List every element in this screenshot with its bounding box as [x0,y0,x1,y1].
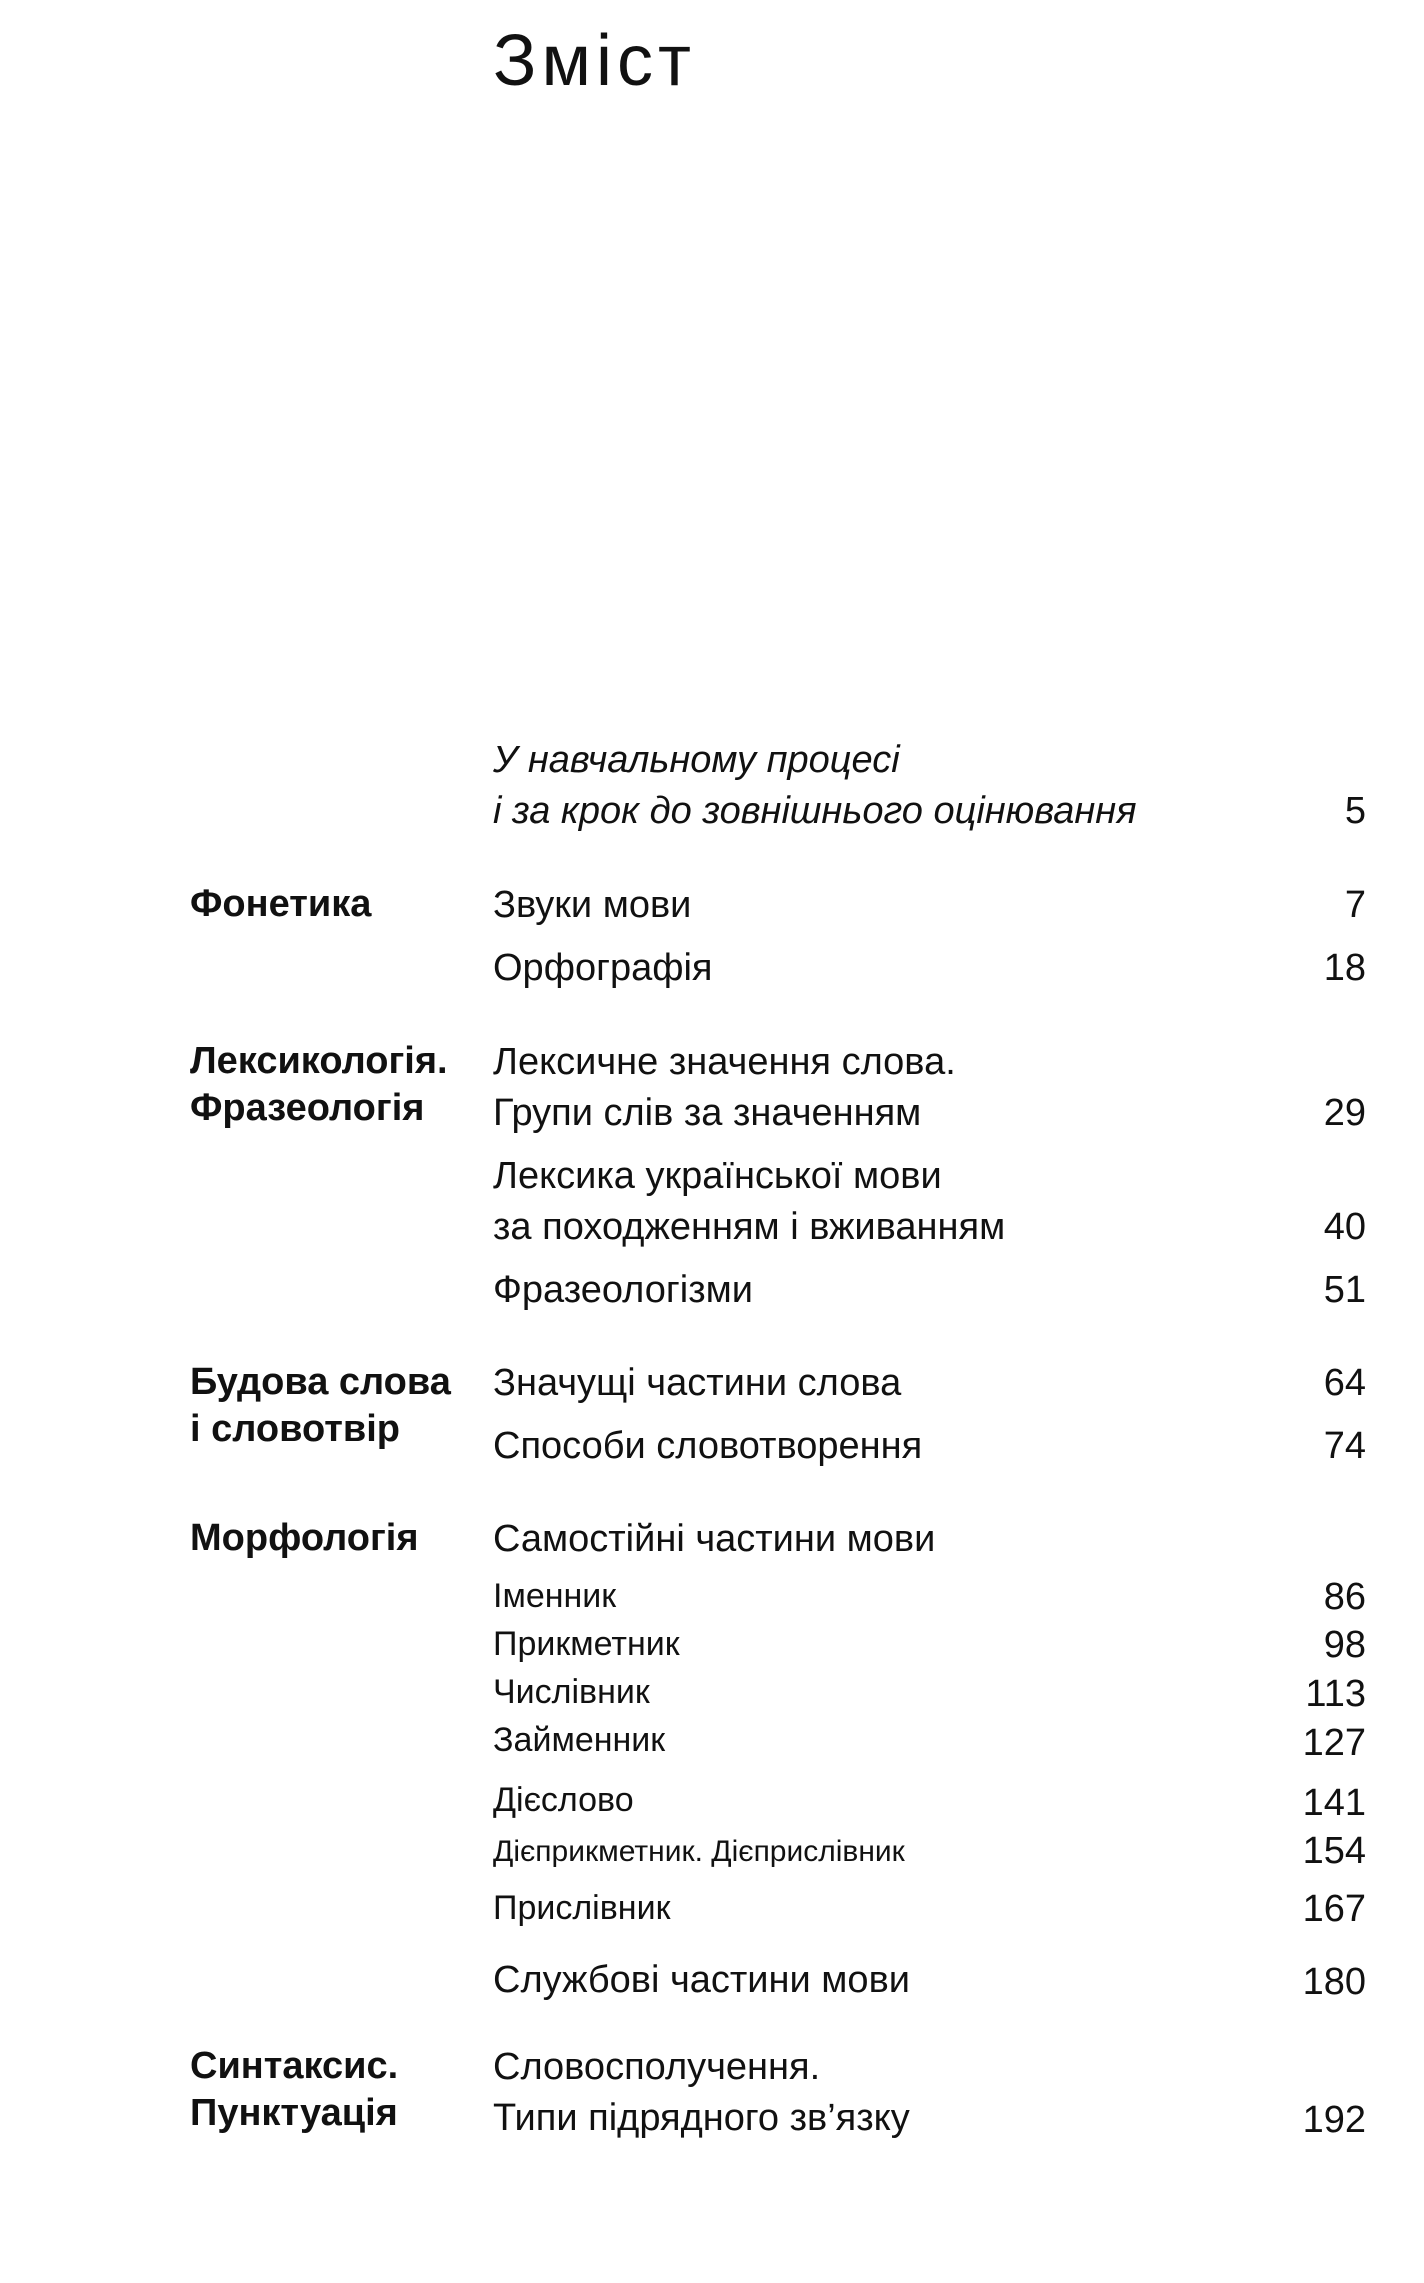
toc-subentry: Займенник [493,1721,666,1759]
toc-entry: Службові частини мови [493,1959,910,2001]
page-number: 74 [1323,1425,1366,1467]
toc-entry-line-1: Словосполучення. [493,2046,821,2088]
page-number: 180 [1302,1961,1366,2003]
toc-group-heading: Самостійні частини мови [493,1518,936,1560]
toc-entry: Орфографія [493,947,713,989]
page-number: 7 [1344,884,1366,926]
section-heading-syntax-line-1: Синтаксис. [190,2045,399,2087]
toc-entry-line-2: Групи слів за значенням [493,1092,922,1134]
page-number: 40 [1323,1206,1366,1248]
toc-entry: Фразеологізми [493,1269,753,1311]
section-heading-lexicology-line-2: Фразеологія [190,1087,425,1129]
page-number: 154 [1302,1830,1366,1872]
page-number: 86 [1323,1576,1366,1618]
toc-entry-line-1: Лексичне значення слова. [493,1041,956,1083]
toc-subentry: Прислівник [493,1889,671,1927]
page-number: 29 [1323,1092,1366,1134]
toc-entry-line-1: Лексика української мови [493,1155,942,1197]
toc-subentry: Дієслово [493,1781,634,1819]
page-number: 113 [1305,1673,1366,1715]
section-heading-phonetics: Фонетика [190,883,372,925]
page-number: 5 [1344,790,1366,832]
section-heading-word-structure-line-2: і словотвір [190,1408,400,1450]
page-number: 64 [1323,1362,1366,1404]
intro-line-2: і за крок до зовнішнього оцінювання [493,790,1137,832]
page-number: 167 [1302,1888,1366,1930]
page-number: 98 [1323,1624,1366,1666]
toc-entry-line-2: за походженням і вживанням [493,1206,1006,1248]
toc-entry: Значущі частини слова [493,1362,902,1404]
section-heading-syntax-line-2: Пунктуація [190,2092,398,2134]
page-number: 18 [1323,947,1366,989]
section-heading-morphology: Морфологія [190,1517,419,1559]
page-number: 127 [1302,1722,1366,1764]
toc-subentry: Іменник [493,1577,617,1615]
section-heading-word-structure-line-1: Будова слова [190,1361,451,1403]
page-number: 141 [1302,1782,1366,1824]
page-number: 192 [1302,2099,1366,2141]
intro-line-1: У навчальному процесі [493,739,900,781]
toc-entry-line-2: Типи підрядного зв’язку [493,2097,910,2139]
toc-subentry: Числівник [493,1673,650,1711]
toc-subentry: Дієприкметник. Дієприслівник [493,1835,905,1868]
toc-entry: Звуки мови [493,884,692,926]
section-heading-lexicology-line-1: Лексикологія. [190,1040,448,1082]
toc-entry: Способи словотворення [493,1425,923,1467]
page-number: 51 [1323,1269,1366,1311]
toc-subentry: Прикметник [493,1625,680,1663]
page-title: Зміст [493,21,696,101]
